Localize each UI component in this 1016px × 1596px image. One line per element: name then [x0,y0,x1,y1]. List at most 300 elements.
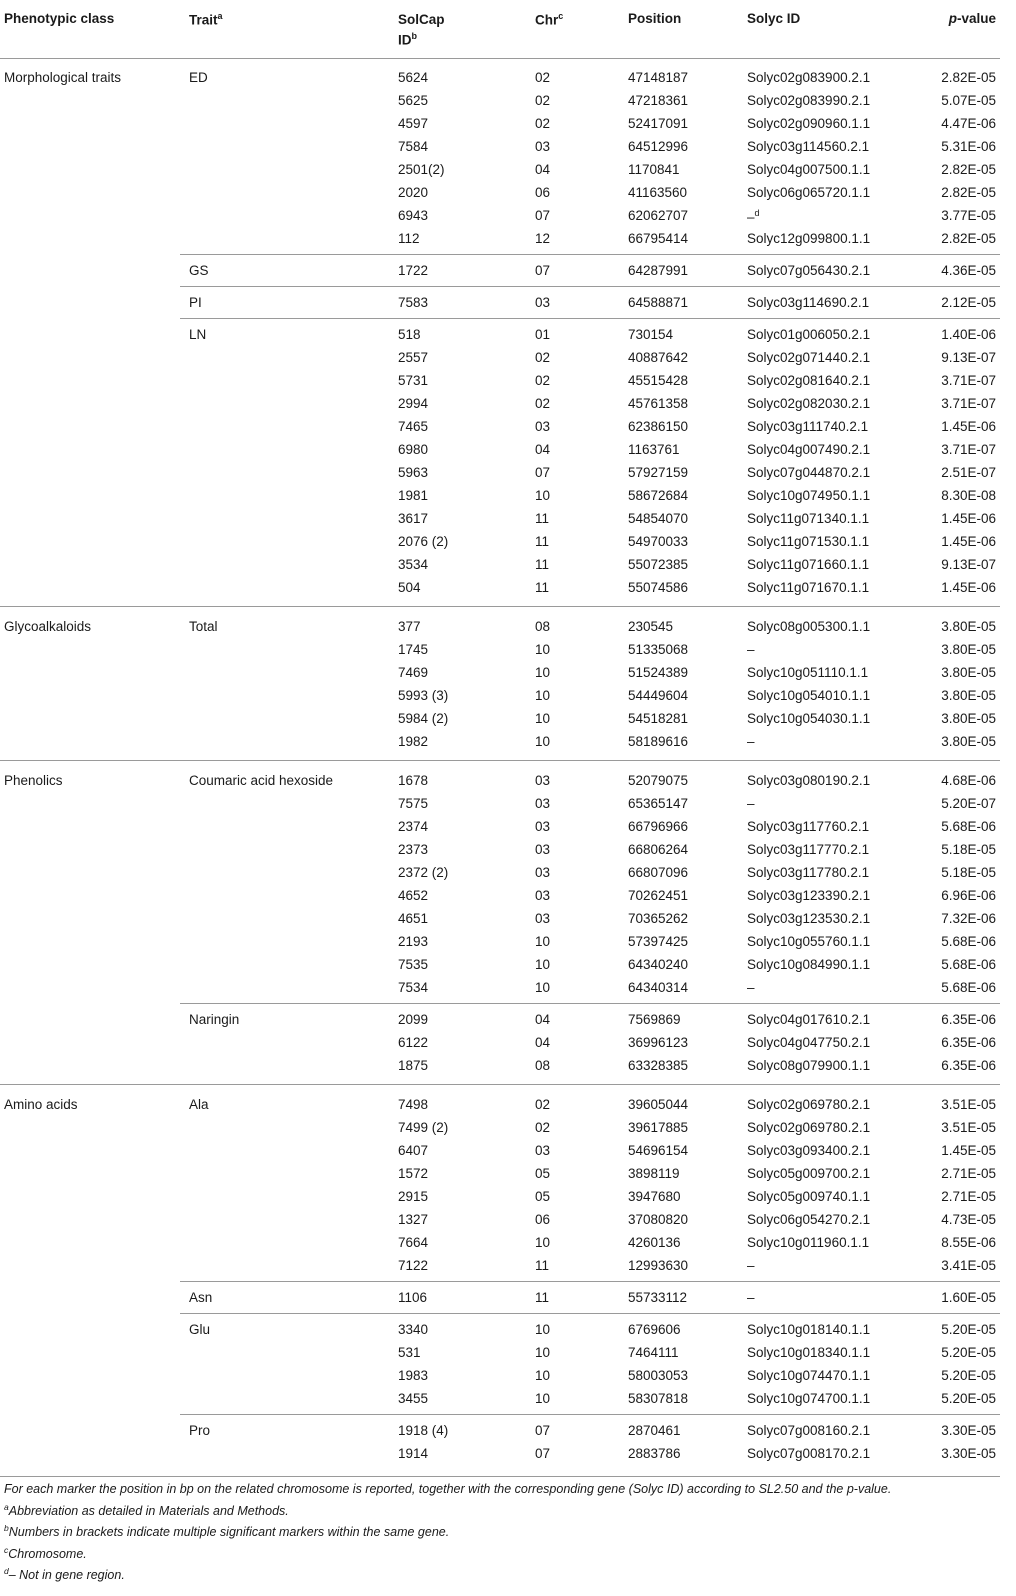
table-row [0,227,1000,250]
cell-chr: 07 [535,1423,551,1438]
cell-solcap-id: 2373 [398,842,429,857]
cell-solyc-id: Solyc10g054030.1.1 [747,711,871,726]
cell-solyc-id: Solyc10g074700.1.1 [747,1391,871,1406]
cell-chr: 08 [535,1058,551,1073]
trait-divider [180,254,1000,255]
cell-solyc-id: Solyc10g074950.1.1 [747,488,871,503]
cell-solcap-id: 1914 [398,1446,429,1461]
cell-solyc-id: Solyc10g018340.1.1 [747,1345,871,1360]
cell-solcap-id: 2501(2) [398,162,445,177]
cell-p-value: 1.45E-05 [941,1143,996,1158]
table-row [0,907,1000,930]
cell-p-value: 6.35E-06 [941,1035,996,1050]
table-row [0,66,1000,89]
cell-position: 55733112 [628,1290,688,1305]
cell-position: 64588871 [628,295,689,310]
table-row [0,1254,1000,1277]
cell-solcap-id: 5963 [398,465,429,480]
cell-solyc-id: Solyc02g069780.2.1 [747,1120,871,1135]
table-row [0,112,1000,135]
cell-p-value: 2.51E-07 [941,465,996,480]
cell-solyc-id: Solyc10g084990.1.1 [747,957,871,972]
cell-solyc-id: –$^d$ [747,208,760,225]
cell-chr: 11 [535,511,550,526]
cell-position: 37080820 [628,1212,689,1227]
cell-chr: 03 [535,1143,551,1158]
footnote-c: $^c$Chromosome. [4,1544,87,1561]
table-row [0,259,1000,282]
cell-solyc-id: Solyc11g071670.1.1 [747,580,870,595]
cell-solyc-id: Solyc10g051110.1.1 [747,665,869,680]
cell-p-value: 3.77E-05 [941,208,996,223]
table-row [0,484,1000,507]
cell-solcap-id: 6980 [398,442,429,457]
cell-solcap-id: 7664 [398,1235,429,1250]
cell-solyc-id: – [747,734,755,749]
cell-trait: Glu [189,1322,211,1337]
cell-p-value: 1.45E-06 [941,534,996,549]
cell-position: 3947680 [628,1189,681,1204]
class-divider [0,1084,1000,1085]
table-row [0,181,1000,204]
cell-position: 58189616 [628,734,689,749]
table-row [0,1341,1000,1364]
cell-solcap-id: 1745 [398,642,429,657]
cell-chr: 03 [535,419,551,434]
cell-solyc-id: Solyc03g114560.2.1 [747,139,870,154]
cell-p-value: 6.35E-06 [941,1058,996,1073]
table-row [0,323,1000,346]
table-row [0,553,1000,576]
cell-solyc-id: Solyc03g114690.2.1 [747,295,870,310]
cell-p-value: 8.30E-08 [941,488,996,503]
cell-chr: 10 [535,488,551,503]
cell-chr: 10 [535,1345,551,1360]
cell-p-value: 9.13E-07 [941,350,996,365]
cell-position: 730154 [628,327,674,342]
table-row [0,953,1000,976]
cell-position: 54970033 [628,534,689,549]
header-solcap-id: SolCap $ID^b$ [398,12,445,48]
cell-solyc-id: Solyc01g006050.2.1 [747,327,871,342]
cell-solcap-id: 7584 [398,139,429,154]
cell-p-value: 2.82E-05 [941,70,996,85]
table-row [0,415,1000,438]
cell-solcap-id: 5984 (2) [398,711,449,726]
cell-position: 66796966 [628,819,689,834]
cell-p-value: 2.71E-05 [941,1189,996,1204]
cell-p-value: 3.80E-05 [941,734,996,749]
cell-p-value: 3.30E-05 [941,1423,996,1438]
cell-position: 66795414 [628,231,689,246]
cell-solyc-id: Solyc03g117780.2.1 [747,865,870,880]
cell-solyc-id: Solyc07g008170.2.1 [747,1446,871,1461]
header-trait: Trait$^a$ [189,11,223,28]
cell-solcap-id: 1678 [398,773,429,788]
cell-chr: 04 [535,162,551,177]
cell-trait: Asn [189,1290,213,1305]
table-row [0,1419,1000,1442]
cell-solyc-id: Solyc11g071660.1.1 [747,557,870,572]
table-row [0,1185,1000,1208]
cell-solcap-id: 7499 (2) [398,1120,449,1135]
cell-chr: 03 [535,139,551,154]
cell-p-value: 3.71E-07 [941,373,996,388]
table-row [0,815,1000,838]
table-row [0,1116,1000,1139]
table-row [0,707,1000,730]
cell-solyc-id: Solyc04g017610.2.1 [747,1012,871,1027]
cell-solyc-id: Solyc05g009740.1.1 [747,1189,871,1204]
cell-solyc-id: Solyc06g054270.2.1 [747,1212,871,1227]
cell-chr: 12 [535,231,551,246]
cell-p-value: 3.30E-05 [941,1446,996,1461]
cell-trait: Coumaric acid hexoside [189,773,334,788]
cell-solcap-id: 1981 [398,488,429,503]
cell-solcap-id: 377 [398,619,421,634]
cell-chr: 05 [535,1189,551,1204]
cell-position: 57927159 [628,465,689,480]
cell-solyc-id: Solyc03g080190.2.1 [747,773,871,788]
header-solyc-id: Solyc ID [747,11,801,26]
cell-chr: 05 [535,1166,551,1181]
table-bottom-rule [0,1476,1000,1477]
cell-solcap-id: 3340 [398,1322,429,1337]
cell-p-value: 5.31E-06 [941,139,996,154]
table-row [0,1031,1000,1054]
cell-chr: 10 [535,734,551,749]
cell-solyc-id: Solyc04g007490.2.1 [747,442,871,457]
cell-position: 47218361 [628,93,689,108]
cell-solcap-id: 1106 [398,1290,428,1305]
cell-p-value: 3.80E-05 [941,665,996,680]
cell-solyc-id: Solyc11g071530.1.1 [747,534,870,549]
footnote-main: For each marker the position in bp on the related chromosome is reported, together with the corresponding gene (Solyc ID) according to SL2.50 and the p-value. [4,1482,892,1496]
cell-solcap-id: 5731 [398,373,429,388]
cell-solcap-id: 2020 [398,185,429,200]
cell-p-value: 5.20E-05 [941,1322,996,1337]
cell-chr: 11 [535,1258,550,1273]
cell-solyc-id: Solyc03g117770.2.1 [747,842,870,857]
cell-solyc-id: Solyc02g071440.2.1 [747,350,871,365]
cell-chr: 02 [535,396,551,411]
cell-p-value: 2.82E-05 [941,185,996,200]
cell-position: 57397425 [628,934,689,949]
cell-solyc-id: Solyc02g069780.2.1 [747,1097,871,1112]
cell-position: 39605044 [628,1097,689,1112]
footnote-d: $^d$– Not in gene region. [4,1566,125,1583]
cell-position: 36996123 [628,1035,689,1050]
cell-p-value: 4.73E-05 [941,1212,996,1227]
cell-trait: Pro [189,1423,211,1438]
cell-chr: 10 [535,1391,551,1406]
cell-position: 6769606 [628,1322,681,1337]
header-phenotypic-class: Phenotypic class [4,11,115,26]
cell-chr: 10 [535,711,551,726]
cell-chr: 02 [535,350,551,365]
cell-solcap-id: 5625 [398,93,429,108]
cell-position: 2883786 [628,1446,681,1461]
table-row [0,730,1000,753]
cell-p-value: 9.13E-07 [941,557,996,572]
cell-p-value: 3.51E-05 [941,1120,996,1135]
cell-solcap-id: 531 [398,1345,421,1360]
cell-p-value: 3.80E-05 [941,619,996,634]
cell-chr: 10 [535,1322,551,1337]
cell-p-value: 3.71E-07 [941,442,996,457]
cell-position: 52417091 [628,116,689,131]
cell-trait: PI [189,295,202,310]
cell-p-value: 5.68E-06 [941,819,996,834]
cell-p-value: 4.47E-06 [941,116,996,131]
cell-p-value: 1.40E-06 [941,327,996,342]
cell-chr: 11 [535,534,550,549]
cell-chr: 02 [535,93,551,108]
cell-phenotypic-class: Amino acids [4,1097,78,1112]
cell-position: 7464111 [628,1345,679,1360]
trait-divider [180,1414,1000,1415]
cell-solcap-id: 2099 [398,1012,429,1027]
cell-chr: 10 [535,642,551,657]
cell-solcap-id: 2193 [398,934,429,949]
cell-position: 51524389 [628,665,689,680]
table-row [0,684,1000,707]
cell-chr: 10 [535,934,551,949]
cell-chr: 10 [535,665,551,680]
cell-chr: 04 [535,1035,551,1050]
table-row [0,792,1000,815]
cell-solcap-id: 112 [398,231,420,246]
cell-solcap-id: 1572 [398,1166,429,1181]
cell-solyc-id: Solyc10g018140.1.1 [747,1322,871,1337]
cell-solyc-id: – [747,980,755,995]
cell-chr: 02 [535,70,551,85]
footnote-a: $^a$Abbreviation as detailed in Materials and Methods. [4,1501,289,1518]
cell-p-value: 2.82E-05 [941,162,996,177]
cell-p-value: 4.68E-06 [941,773,996,788]
cell-position: 45515428 [628,373,689,388]
cell-p-value: 3.41E-05 [941,1258,996,1273]
cell-solcap-id: 2915 [398,1189,429,1204]
cell-phenotypic-class: Morphological traits [4,70,122,85]
cell-p-value: 5.18E-05 [941,865,996,880]
cell-position: 55072385 [628,557,689,572]
cell-position: 1163761 [628,442,680,457]
cell-p-value: 2.71E-05 [941,1166,996,1181]
cell-solyc-id: Solyc02g081640.2.1 [747,373,871,388]
cell-solyc-id: Solyc07g044870.2.1 [747,465,871,480]
table-row [0,638,1000,661]
cell-solcap-id: 2076 (2) [398,534,449,549]
cell-phenotypic-class: Glycoalkaloids [4,619,92,634]
cell-p-value: 2.12E-05 [941,295,996,310]
cell-solyc-id: Solyc11g071340.1.1 [747,511,870,526]
cell-solcap-id: 5624 [398,70,429,85]
cell-solcap-id: 2372 (2) [398,865,449,880]
cell-solcap-id: 1918 (4) [398,1423,449,1438]
cell-chr: 04 [535,442,551,457]
cell-solcap-id: 7534 [398,980,429,995]
trait-divider [180,1003,1000,1004]
cell-solyc-id: Solyc03g093400.2.1 [747,1143,871,1158]
cell-chr: 03 [535,888,551,903]
cell-solcap-id: 4651 [398,911,429,926]
cell-chr: 02 [535,1097,551,1112]
table-row [0,976,1000,999]
trait-divider [180,318,1000,319]
cell-position: 66807096 [628,865,689,880]
cell-solcap-id: 2557 [398,350,429,365]
cell-chr: 10 [535,688,551,703]
cell-solyc-id: Solyc10g011960.1.1 [747,1235,870,1250]
cell-chr: 03 [535,819,551,834]
cell-solyc-id: Solyc03g123530.2.1 [747,911,871,926]
table-row [0,1054,1000,1077]
table-row [0,392,1000,415]
cell-chr: 03 [535,796,551,811]
cell-solyc-id: – [747,1258,755,1273]
cell-p-value: 3.80E-05 [941,642,996,657]
cell-p-value: 5.68E-06 [941,957,996,972]
cell-solcap-id: 3617 [398,511,429,526]
cell-position: 64512996 [628,139,689,154]
cell-chr: 04 [535,1012,551,1027]
cell-solcap-id: 4652 [398,888,429,903]
cell-position: 70262451 [628,888,689,903]
table-row [0,1008,1000,1031]
cell-position: 63328385 [628,1058,689,1073]
cell-solyc-id: Solyc10g054010.1.1 [747,688,871,703]
cell-p-value: 5.68E-06 [941,980,996,995]
cell-solcap-id: 5993 (3) [398,688,449,703]
cell-solcap-id: 7575 [398,796,429,811]
cell-p-value: 6.96E-06 [941,888,996,903]
cell-solyc-id: Solyc03g111740.2.1 [747,419,869,434]
table-row [0,1208,1000,1231]
footnote-b: $^b$Numbers in brackets indicate multiple significant markers within the same gene. [4,1523,450,1540]
cell-solyc-id: Solyc06g065720.1.1 [747,185,871,200]
table-row [0,369,1000,392]
cell-solcap-id: 4597 [398,116,429,131]
table-row [0,158,1000,181]
table-row [0,1139,1000,1162]
trait-divider [180,1313,1000,1314]
cell-solcap-id: 1722 [398,263,429,278]
cell-trait: Naringin [189,1012,240,1027]
cell-trait: ED [189,70,208,85]
cell-p-value: 1.60E-05 [941,1290,996,1305]
table-row [0,1442,1000,1465]
cell-position: 51335068 [628,642,689,657]
cell-chr: 03 [535,865,551,880]
cell-p-value: 3.71E-07 [941,396,996,411]
table-row [0,884,1000,907]
cell-solyc-id: Solyc03g117760.2.1 [747,819,870,834]
cell-solyc-id: Solyc04g007500.1.1 [747,162,871,177]
table-row [0,1231,1000,1254]
cell-position: 62386150 [628,419,689,434]
cell-position: 54854070 [628,511,689,526]
cell-chr: 02 [535,1120,551,1135]
cell-p-value: 5.20E-05 [941,1391,996,1406]
cell-p-value: 1.45E-06 [941,419,996,434]
cell-solcap-id: 7465 [398,419,429,434]
cell-solyc-id: Solyc02g082030.2.1 [747,396,871,411]
cell-position: 58003053 [628,1368,689,1383]
cell-position: 54449604 [628,688,689,703]
table-row [0,346,1000,369]
cell-position: 12993630 [628,1258,689,1273]
cell-chr: 07 [535,263,551,278]
cell-chr: 10 [535,1235,551,1250]
table-row [0,507,1000,530]
cell-chr: 10 [535,1368,551,1383]
cell-trait: Ala [189,1097,209,1112]
cell-solyc-id: Solyc07g008160.2.1 [747,1423,871,1438]
cell-trait: GS [189,263,209,278]
cell-solcap-id: 2994 [398,396,429,411]
trait-divider [180,1281,1000,1282]
cell-solyc-id: Solyc04g047750.2.1 [747,1035,871,1050]
cell-solcap-id: 504 [398,580,421,595]
cell-solcap-id: 3534 [398,557,429,572]
cell-solyc-id: Solyc02g090960.1.1 [747,116,871,131]
cell-solyc-id: Solyc02g083990.2.1 [747,93,871,108]
cell-chr: 02 [535,116,551,131]
table-row [0,615,1000,638]
cell-p-value: 5.07E-05 [941,93,996,108]
table-row [0,769,1000,792]
cell-solcap-id: 1327 [398,1212,429,1227]
cell-solcap-id: 3455 [398,1391,429,1406]
table-row [0,1318,1000,1341]
cell-p-value: 3.51E-05 [941,1097,996,1112]
header-position: Position [628,11,682,26]
cell-position: 64340314 [628,980,689,995]
cell-chr: 10 [535,980,551,995]
cell-chr: 11 [535,557,550,572]
cell-solcap-id: 7498 [398,1097,429,1112]
cell-chr: 03 [535,773,551,788]
cell-solcap-id: 7535 [398,957,429,972]
cell-p-value: 5.20E-07 [941,796,996,811]
cell-chr: 07 [535,465,551,480]
table-row [0,1286,1000,1309]
cell-position: 3898119 [628,1166,680,1181]
cell-position: 4260136 [628,1235,681,1250]
cell-solyc-id: Solyc10g055760.1.1 [747,934,871,949]
cell-p-value: 5.68E-06 [941,934,996,949]
cell-position: 65365147 [628,796,689,811]
cell-trait: Total [189,619,218,634]
cell-solcap-id: 7469 [398,665,429,680]
cell-chr: 08 [535,619,551,634]
cell-position: 66806264 [628,842,689,857]
cell-position: 41163560 [628,185,688,200]
cell-p-value: 5.20E-05 [941,1368,996,1383]
cell-solyc-id: Solyc10g074470.1.1 [747,1368,871,1383]
table-row [0,930,1000,953]
cell-solcap-id: 6122 [398,1035,429,1050]
table-row [0,291,1000,314]
cell-solcap-id: 2374 [398,819,429,834]
table-row [0,1364,1000,1387]
cell-position: 1170841 [628,162,680,177]
cell-p-value: 7.32E-06 [941,911,996,926]
cell-p-value: 1.45E-06 [941,511,996,526]
cell-solcap-id: 1983 [398,1368,429,1383]
cell-solyc-id: Solyc02g083900.2.1 [747,70,871,85]
